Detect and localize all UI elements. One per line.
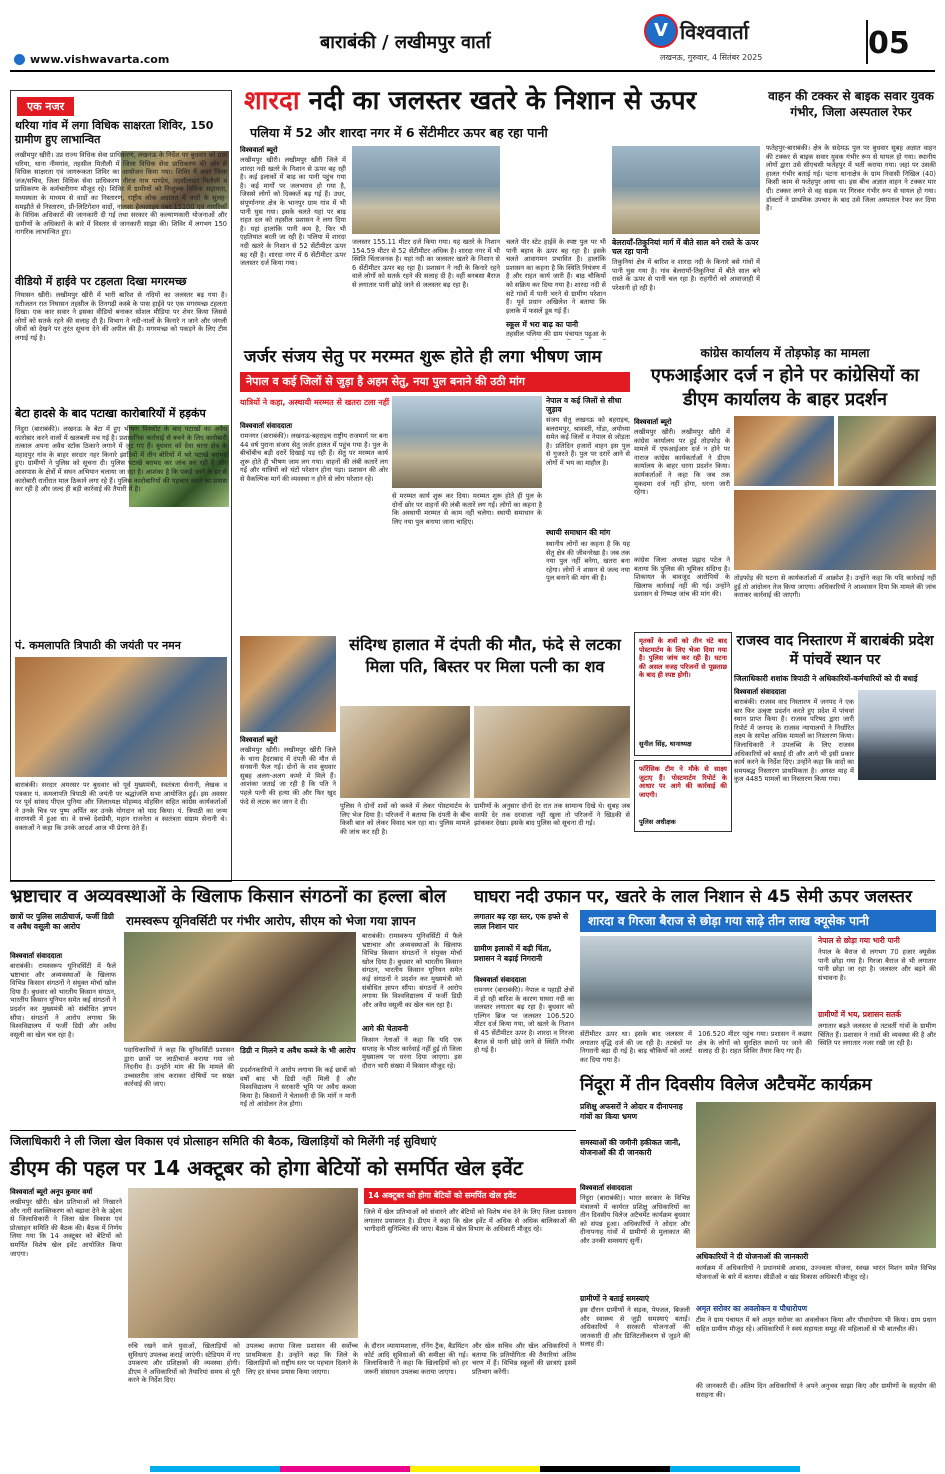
story-text: तहसील पलिया की ग्राम पंचायत पढ़ुआ के <box>506 330 606 338</box>
story-text: संजय सेतु लखनऊ को बहराइच, बलरामपुर, श्रावस्ती, गोंडा, अयोध्या समेत कई जिलों व नेपाल से जोड़ता है। प्रतिदिन हजारों वाहन इस पुल से गुजरते हैं। पुल पर दरारें आने से लोगों में भय का माहौल है। <box>546 416 630 467</box>
village-subhead: ग्रामीणों ने बताई समस्याएं <box>580 1294 650 1303</box>
story-text: बाराबंकी। राजस्व वाद निस्तारण में जनपद ने एक बार फिर उत्कृष्ट प्रदर्शन करते हुए प्रदेश में पांचवां स्थान प्राप्त किया है। राजस्व परिषद द्वारा जारी रिपोर्ट में जनपद के राजस्व न्यायालयों ने निर्धारित लक्ष्य के सापेक्ष अधिक मामलों का निस्तारण किया। जिलाधिकारी ने उपलब्धि के लिए राजस्व अधिकारियों को बधाई दी और आगे भी इसी प्रकार कार्य करने के निर्देश दिए। उन्होंने कहा कि वादों का समयबद्ध निस्तारण प्राथमिकता है। अगस्त माह में कुल 4485 मामलों का निस्तारण किया गया। <box>734 698 854 784</box>
byline: विश्ववार्ता संवाददाता <box>734 688 787 696</box>
quote-box <box>634 632 732 756</box>
story-headline: पं. कमलापति त्रिपाठी की जयंती पर नमन <box>15 639 181 652</box>
river-photo <box>352 146 500 234</box>
section-rule <box>10 880 935 881</box>
print-colour-bar <box>150 1466 800 1472</box>
sports-kicker: जिलाधिकारी ने ली जिला खेल विकास एवं प्रोत्साहन समिति की बैठक, खिलाड़ियों को मिलेंगी नई सुविधाएं <box>10 1135 437 1148</box>
sports-headline: डीएम की पहल पर 14 अक्टूबर को होगा बेटियों को समर्पित खेल इवेंट <box>10 1156 523 1180</box>
website-link[interactable]: www.vishwavarta.com <box>30 53 170 66</box>
lead-story <box>240 84 760 340</box>
story-text: रामनगर (बाराबंकी)। लखनऊ-बहराइच राष्ट्रीय राजमार्ग पर बना 44 वर्ष पुराना संजय सेतु जर्जर हालत में पहुंच गया है। पुल के बीचोंबीच बड़ी दरारें दिखाई पड़ रही हैं। सेतु पर मरम्मत कार्य शुरू होते ही भीषण जाम लग गया। वाहनों की लंबी कतारें लग गईं और यात्रियों को घंटों परेशान होना पड़ा। प्रशासन की ओर से वैकल्पिक मार्ग की व्यवस्था न होने से लोग परेशान रहे। <box>240 432 388 483</box>
story-text: लगातार बढ़ते जलस्तर से तटवर्ती गांवों के ग्रामीण चिंतित हैं। प्रशासन ने नावों की व्यवस्था की है और स्थिति पर लगातार नजर रखी जा रही है। <box>818 1022 936 1048</box>
byline: विश्ववार्ता संवाददाता <box>10 952 63 960</box>
quote-box <box>634 760 732 832</box>
story-text: तोड़फोड़ की घटना से कार्यकर्ताओं में आक्रोश है। उन्होंने कहा कि यदि कार्रवाई नहीं हुई तो आंदोलन तेज किया जाएगा। अधिकारियों ने आश्वासन दिया कि मामले की जांच कराकर कार्रवाई की जाएगी। <box>734 574 936 600</box>
story-text: के दौरान व्यायामशाला, रनिंग ट्रैक, बैडमिंटन कोर्ट आदि सुविधाओं की समीक्षा की गई। जिलाधिकारी ने कहा कि खिलाड़ियों को हर जरूरी संसाधन उपलब्ध कराया जाएगा। <box>364 1342 468 1376</box>
protest-photo-3 <box>734 490 936 570</box>
bridge-subhead: नेपाल व कई जिलों से जुड़ा है अहम सेतु, नया पुल बनाने की उठी मांग <box>240 372 630 392</box>
ghaghra-subhead: नेपाल से छोड़ा गया भारी पानी <box>818 936 900 945</box>
lead-headline-red: शारदा <box>244 86 300 116</box>
congress-kicker: कांग्रेस कार्यालय में तोड़फोड़ का मामला <box>700 346 870 360</box>
story-text: किसान नेताओं ने कहा कि यदि एक सप्ताह के भीतर कार्रवाई नहीं हुई तो जिला मुख्यालय पर धरना दिया जाएगा। इस दौरान भारी संख्या में किसान मौजूद रहे। <box>362 1036 462 1070</box>
bridge-headline: जर्जर संजय सेतु पर मरम्मत शुरू होते ही लगा भीषण जाम <box>244 347 602 367</box>
story-headline: बेटा हादसे के बाद पटाखा कारोबारियों में हड़कंप <box>15 407 206 420</box>
farmers-subhead-2: डिग्री न मिलने व अवैध कब्जे के भी आरोप <box>240 1046 356 1055</box>
protest-photo-1 <box>734 416 834 486</box>
ek-nazar-label: एक नजर <box>17 97 74 116</box>
farmers-photo <box>124 932 356 1042</box>
story-text: की जानकारी दी। अंतिम दिन अधिकारियों ने अपने अनुभव साझा किए और ग्रामीणों के सहयोग की सराहना की। <box>696 1382 936 1399</box>
story-text: रुचि रखने वाले युवाओं, खिलाड़ियों को सुविधाएं उपलब्ध कराई जाएंगी। स्टेडियम में नए उपकरण और प्रशिक्षकों की व्यवस्था होगी। डीएम ने अधिकारियों को तैयारियां समय से पूरी करने के निर्देश दिए। <box>128 1342 240 1385</box>
story-text: नेपाल के बैराज से लगभग 70 हजार क्यूसेक पानी छोड़ा गया है। गिरजा बैराज से भी लगातार पानी छोड़ा जा रहा है। जलस्तर और बढ़ने की संभावना है। <box>818 948 936 982</box>
house-photo <box>340 706 470 798</box>
jayanti-photo <box>15 657 227 777</box>
byline: विश्ववार्ता ब्यूरो <box>240 736 278 744</box>
village-headline: निंदूरा में तीन दिवसीय विलेज अटैचमेंट कार्यक्रम <box>580 1075 872 1095</box>
story-text: लखीमपुर खीरी। लखीमपुर खीरी जिले के थाना हैदराबाद में दंपती की मौत से सनसनी फैल गई। दोनों के शव बुधवार सुबह अलग-अलग कमरे में मिले हैं। आशंका जताई जा रही है कि पति ने पहले पत्नी की हत्या की और फिर खुद फंदे से लटक कर जान दे दी। <box>240 746 336 806</box>
bridge-subhead-2: स्थायी समाधान की मांग <box>546 528 611 537</box>
dm-portrait <box>858 690 936 780</box>
lead-headline-rest: नदी का जलस्तर खतरे के निशान से ऊपर <box>308 86 697 116</box>
story-text: स्थानीय लोगों का कहना है कि यह सेतु क्षेत्र की जीवनरेखा है। जब तक नया पुल नहीं बनेगा, खतरा बना रहेगा। लोगों ने शासन से जल्द नया पुल बनाने की मांग की है। <box>546 540 630 583</box>
story-headline: वीडियो में हाईवे पर टहलता दिखा मगरमच्छ <box>15 275 187 288</box>
story-text: चलते पीर स्टेट हाईवे के स्पष्ट पुल पर भी पानी बहाव के ऊपर बह रहा है। इसके चलते आवागमन प्रभावित है। हालांकि प्रशासन का कहना है कि स्थिति नियंत्रण में है और राहत कार्य जारी हैं। बाढ़ चौकियों को सक्रिय कर दिया गया है। शारदा नदी से सटे गांवों में पानी भरने से ग्रामीण परेशान हैं। पूर्व प्रधान अखिलेश ने बताया कि इलाके में फसलें डूब गई हैं। <box>506 238 606 315</box>
globe-icon <box>14 54 25 65</box>
story-text: से मरम्मत कार्य शुरू कर दिया। मरम्मत शुरू होते ही पुल के दोनों छोर पर वाहनों की लंबी कतारें लग गईं। लोगों का कहना है कि अस्थायी मरम्मत से काम नहीं चलेगा। स्थायी समाधान के लिए नया पुल बनाया जाना चाहिए। <box>392 492 542 526</box>
sports-story <box>10 1134 576 1464</box>
sports-bar: 14 अक्टूबर को होगा बेटियों को समर्पित खेल इवेंट <box>364 1188 576 1204</box>
story-text: कार्यक्रम में अधिकारियों ने प्रधानमंत्री आवास, उज्ज्वला योजना, स्वच्छ भारत मिशन समेत विभिन्न योजनाओं के बारे में बताया। सीडीओ व खंड विकास अधिकारी मौजूद रहे। <box>696 1264 936 1281</box>
story-text: निंदुरा (बाराबंकी)। लखनऊ के बेटा में हुए भीषण विस्फोट के बाद पटाखों का अवैध कारोबार करने वालों में खलबली मच गई है। प्रशासनिक कार्रवाई से बचने के लिए कारोबारी तत्काल अपना अवैध स्टॉक ठिकाने लगाने में जुट गए हैं। बुधवार को देवा थाना क्षेत्र के महादपुर गांव के बाहर सरदार नहर किनारे झाड़ियों में तीन बोरियों में भरे पटाखे बरामद हुए। ग्रामीणों ने पुलिस को सूचना दी। पुलिस पटाखे बरामद कर जांच कर रही है और आसपास के क्षेत्रों में सघन अभियान चलाया जा रहा है। आशंका है कि पकड़े जाने के डर से कारोबारी रातोंरात माल ठिकाने लगा रहे हैं। पुलिस कारोबारियों की पहचान करने का प्रयास कर रही है और जल्द ही बड़ी कार्रवाई की तैयारी में है। <box>15 425 227 494</box>
village-story <box>580 1072 936 1464</box>
quote-text: फॉरेंसिक टीम ने मौके से साक्ष्य जुटाए हैं। पोस्टमार्टम रिपोर्ट के आधार पर आगे की कार्रवाई की जाएगी। <box>639 765 727 799</box>
revenue-headline: राजस्व वाद निस्तारण में बाराबंकी प्रदेश में पांचवें स्थान पर <box>736 633 934 668</box>
ghaghra-bar: शारदा व गिरजा बैराज से छोड़ा गया साढ़े तीन लाख क्यूसेक पानी <box>580 910 936 932</box>
story-text: टीम ने ग्राम पंचायत में बने अमृत सरोवर का अवलोकन किया और पौधारोपण भी किया। ग्राम प्रधान सहित ग्रामीण मौजूद रहे। अधिकारियों ने स्वयं सहायता समूह की महिलाओं से भी बातचीत की। <box>696 1316 936 1333</box>
farmers-subhead-3: आगे की चेतावनी <box>362 1024 409 1033</box>
story-text: और खेल सचिव और खेल अधिकारियों ने बताया कि प्रतियोगिता की तैयारियां अंतिम चरण में हैं। विभिन्न स्कूलों की छात्राएं इसमें प्रतिभाग करेंगी। <box>472 1342 576 1376</box>
masthead <box>0 0 945 72</box>
quote-text: मृतकों के शवों को तीन घंटे बाद पोस्टमार्टम के लिए भेजा दिया गया है। पुलिस जांच कर रही है। घटना की असल वजह परिजनों से पूछताछ के बाद ही स्पष्ट होगी। <box>639 637 727 680</box>
story-text: पदाधिकारियों ने कहा कि यूनिवर्सिटी प्रशासन द्वारा छात्रों पर लाठीचार्ज कराया गया जो निंदनीय है। उन्होंने मांग की कि मामले की उच्चस्तरीय जांच कराकर दोषियों पर सख्त कार्रवाई की जाए। <box>124 1046 234 1089</box>
story-text: फतेहपुर-बाराबंकी। क्षेत्र के सदेमऊ पुल पर बुधवार सुबह अज्ञात वाहन की टक्कर से बाइक सवार युवक गंभीर रूप से घायल हो गया। स्थानीय लोगों द्वारा उसे सीएचसी फतेहपुर में भर्ती कराया गया। जहां पर उसकी हालत गंभीर बताई गई। पटना थानाक्षेत्र के ग्राम निवासी निखिल (40) किसी काम से फतेहपुर आया था। इस बीच अज्ञात वाहन ने टक्कर मार दी। टक्कर लगने से वह सड़क पर गिरकर गंभीर रूप से घायल हो गया। डॉक्टरों ने प्राथमिक उपचार के बाद उसे जिला अस्पताल रेफर कर दिया है। <box>766 144 936 213</box>
lead-subhead-2: स्कूल में भरा बाढ़ का पानी <box>506 320 579 329</box>
bridge-pullquote: यात्रियों ने कहा, अस्थायी मरम्मत से खतरा टला नहीं <box>240 398 390 407</box>
quote-author: सुनील सिंह, थानाध्यक्ष <box>639 740 692 748</box>
flood-photo <box>612 146 760 234</box>
story-text: बाराबंकी। सरदार अमरसर पर बुधवार को पूर्व मुख्यमंत्री, स्वतंत्रता सेनानी, लेखक व पत्रकार पं. कमलापति त्रिपाठी की जयंती पर श्रद्धांजलि सभा आयोजित हुई। इस अवसर पर पूर्व सांसद पीएल पुनिया और जिलाध्यक्ष मोहम्मद मोहसिन सहित कांग्रेस कार्यकर्ताओं ने उनके चित्र पर पुष्प अर्पित कर उनके योगदान को याद किया। पं. त्रिपाठी का जन्म वाराणसी में हुआ था। वे सच्चे देशप्रेमी, महान राजनेता व स्वतंत्रता संग्राम सेनानी थे। वक्ताओं ने कहा कि उनके आदर्श आज भी प्रेरणा देते हैं। <box>15 781 227 832</box>
bridge-box-title: नेपाल व कई जिलों से सीधा जुड़ाव <box>546 396 622 414</box>
ghaghra-photo <box>580 936 812 1026</box>
story-text: प्रदर्शनकारियों ने आरोप लगाया कि कई छात्रों को वर्षों बाद भी डिग्री नहीं मिली है और विश्वविद्यालय ने सरकारी भूमि पर अवैध कब्जा किया है। किसानों ने चेतावनी दी कि मांगें न मानी गईं तो आंदोलन तेज होगा। <box>240 1066 356 1109</box>
story-text: लखीमपुर खीरी। उप्र राज्य विधिक सेवा प्राधिकरण, लखनऊ के निर्देश पर बुधवार को ग्राम थरिया, थाना नीमगांव, तहसील मितौली में जिला विधिक सेवा प्राधिकरण की ओर से विधिक साक्षरता एवं जागरूकता शिविर का आयोजन किया गया। शिविर में अपर जिला जज/सचिव, जिला विधिक सेवा प्राधिकरण नीरज नाथ पाण्डेय, तहसीलदार मितौली व प्राधिकरण के कर्मचारीगण मौजूद रहे। शिविर में ग्रामीणों को निःशुल्क विधिक सहायता, मध्यस्थता के माध्यम से वादों का निस्तारण, राष्ट्रीय लोक अदालत में वादों के सुलह-समझौते से निस्तारण, प्री-लिटिगेशन वादों, नालसा हेल्पलाइन नंबर 15100 एवं नागरिकों के विधिक अधिकारों की जानकारी दी गई तथा सरकार की कल्याणकारी योजनाओं और ग्रामीणों के अधिकारों के बारे में विस्तार से जानकारी साझा की। शिविर में लगभग 150 नागरिक लाभान्वित हुए। <box>15 151 227 237</box>
story-text: लखीमपुर खीरी। लखीमपुर खीरी में कांग्रेस कार्यालय पर हुई तोड़फोड़ के मामले में एफआईआर दर्ज न होने पर नाराज कांग्रेस कार्यकर्ताओं ने डीएम कार्यालय के बाहर धरना प्रदर्शन किया। कार्यकर्ताओं ने कहा कि जब तक मुकदमा दर्ज नहीं होगा, धरना जारी रहेगा। <box>634 428 730 497</box>
story-text: निघासन खीरी। लखीमपुर खीरी में भारी बारिश से नदियों का जलस्तर बढ़ गया है। नतीजतन रात निघासन तहसील के तिनगढ़ी कस्बे के पास हाईवे पर एक मगरमच्छ टहलता दिखा। एक कार सवार ने इसका वीडियो बनाकर सोशल मीडिया पर शेयर किया जिससे लोगों को सतर्क रहने की सलाह दी है। विभाग ने नदी-नालों के किनारे न जाने और जंगली जीवों को देखने पर तुरंत सूचना देने की अपील की है। मगरमच्छ को पकड़ने के लिए टीम लगाई गई है। <box>15 291 227 342</box>
accident-headline: वाहन की टक्कर से बाइक सवार युवक गंभीर, जिला अस्पताल रेफर <box>768 89 934 119</box>
ghaghra-headline: घाघरा नदी उफान पर, खतरे के लाल निशान से 45 सेमी ऊपर जलस्तर <box>474 887 912 907</box>
byline: विश्ववार्ता संवाददाता <box>580 1184 633 1192</box>
couple-headline: संदिग्ध हालात में दंपती की मौत, फंदे से लटका मिला पति, बिस्तर पर मिला पत्नी का शव <box>349 635 621 676</box>
story-text: उपलब्ध कराया जिला प्रशासन की सर्वोच्च प्राथमिकता है। उन्होंने कहा कि जिले के खिलाड़ियों को राष्ट्रीय स्तर पर पहचान दिलाने के लिए हर संभव प्रयास किया जाएगा। <box>246 1342 358 1376</box>
village-bullet: समस्याओं की जमीनी हकीकत जानी, योजनाओं की दी जानकारी <box>580 1138 681 1157</box>
ghaghra-bullet: लगातार बढ़ रहा स्तर, एक हफ्ते से लाल निशान पार <box>474 912 569 931</box>
protest-photo-2 <box>838 416 936 486</box>
story-headline: थरिया गांव में लगा विधिक साक्षरता शिविर, 150 ग्रामीण हुए लाभान्वित <box>15 119 214 146</box>
story-text: 106.520 मीटर पहुंच गया। प्रशासन ने कछार क्षेत्र के लोगों को सुरक्षित स्थानों पर जाने की सलाह दी है। राहत शिविर तैयार किए गए हैं। <box>698 1030 812 1056</box>
village-caption-title: अधिकारियों ने दी योजनाओं की जानकारी <box>696 1252 809 1261</box>
story-text: निंदुरा (बाराबंकी)। भारत सरकार के विभिन्न मंत्रालयों में कार्यरत प्रशिक्षु अधिकारियों का तीन दिवसीय विलेज अटैचमेंट कार्यक्रम बुधवार को संपन्न हुआ। अधिकारियों ने ओदार और दीनापनाह गांवों में ग्रामीणों से मुलाकात की और उनकी समस्याएं सुनीं। <box>580 1194 690 1245</box>
page-number-divider <box>866 20 868 64</box>
lead-subhead: पलिया में 52 और शारदा नगर में 6 सेंटीमीटर ऊपर बह रहा पानी <box>250 125 548 140</box>
quote-author: पुलिस अधीक्षक <box>639 818 676 826</box>
meeting-photo <box>128 1188 358 1338</box>
section-rule <box>10 1130 576 1131</box>
congress-story <box>634 344 936 630</box>
byline: विश्ववार्ता ब्यूरो अनूप कुमार वर्मा <box>10 1188 93 1196</box>
revenue-story <box>734 632 936 884</box>
byline: विश्ववार्ता संवाददाता <box>240 422 293 430</box>
story-text: लखीमपुर खीरी। खेल प्रतिभाओं को निखारने और नारी सशक्तिकरण को बढ़ावा देने के उद्देश्य से जिलाधिकारी ने जिला खेल विकास एवं प्रोत्साहन समिति की बैठक की। बैठक में निर्णय लिया गया कि 14 अक्टूबर को बेटियों को समर्पित विशेष खेल इवेंट आयोजित किया जाएगा। <box>10 1198 122 1258</box>
bridge-photo <box>392 396 542 488</box>
bridge-story <box>240 344 630 630</box>
story-text: बाराबंकी। रामस्वरूप यूनिवर्सिटी में फैले भ्रष्टाचार और अव्यवस्थाओं के खिलाफ विभिन्न किसान संगठनों ने संयुक्त मोर्चा खोल दिया है। बुधवार को भारतीय किसान संगठन, भारतीय किसान यूनियन समेत कई संगठनों ने प्रदर्शन कर मुख्यमंत्री को संबोधित ज्ञापन सौंपा। संगठनों ने आरोप लगाया कि विश्वविद्यालय में फर्जी डिग्री और अवैध वसूली का खेल चल रहा है। <box>362 932 462 1009</box>
lead-headline <box>244 84 760 118</box>
police-photo <box>474 706 630 798</box>
brand-name: विश्ववार्ता <box>680 20 749 44</box>
farmers-subhead: रामस्वरूप यूनिवर्सिटी पर गंभीर आरोप, सीएम को भेजा गया ज्ञापन <box>126 914 416 928</box>
village-bullet: प्रशिक्षु अफसरों ने ओदार व दीनापनाह गांवों का किया भ्रमण <box>580 1102 683 1121</box>
brand-logo-icon: V <box>644 14 678 48</box>
story-text: जिले में खेल प्रतिभाओं को संवारने और बेटियों को विशेष मंच देने के लिए जिला प्रशासन लगातार प्रयासरत है। डीएम ने कहा कि खेल इवेंट में अधिक से अधिक बालिकाओं की भागीदारी सुनिश्चित की जाए। बैठक में खेल विभाग के अधिकारी मौजूद रहे। <box>364 1208 576 1234</box>
story-text: बाराबंकी। रामस्वरूप यूनिवर्सिटी में फैले भ्रष्टाचार और अव्यवस्थाओं के खिलाफ विभिन्न किसान संगठनों ने संयुक्त मोर्चा खोल दिया है। बुधवार को भारतीय किसान संगठन, भारतीय किसान यूनियन समेत कई संगठनों ने प्रदर्शन कर मुख्यमंत्री को संबोधित ज्ञापन सौंपा। संगठनों ने आरोप लगाया कि विश्वविद्यालय में फर्जी डिग्री और अवैध वसूली का खेल चल रहा है। <box>10 962 116 1039</box>
story-text: पुलिस ने दोनों शवों को कब्जे में लेकर पोस्टमार्टम के लिए भेज दिया है। परिजनों ने बताया कि दंपती के बीच किसी बात को लेकर विवाद चल रहा था। पुलिस मामले की जांच कर रही है। <box>340 802 470 836</box>
farmers-headline: भ्रष्टाचार व अव्यवस्थाओं के खिलाफ किसान संगठनों का हल्ला बोल <box>10 886 447 907</box>
byline: विश्ववार्ता संवाददाता <box>474 976 527 984</box>
congress-headline: एफआईआर दर्ज न होने पर कांग्रेसियों का डीएम कार्यालय के बाहर प्रदर्शन <box>650 365 920 410</box>
story-text: इस दौरान ग्रामीणों ने सड़क, पेयजल, बिजली और स्वास्थ्य से जुड़ी समस्याएं बताईं। अधिकारियों ने सरकारी योजनाओं की जानकारी दी और डिजिटलीकरण से जुड़ने की सलाह दी। <box>580 1306 690 1349</box>
ghaghra-bullet: ग्रामीण इलाकों में बढ़ी चिंता, प्रशासन ने बढ़ाई निगरानी <box>474 944 552 963</box>
revenue-subhead: जिलाधिकारी शशांक त्रिपाठी ने अधिकारियों-कर्मचारियों को दी बधाई <box>734 674 918 683</box>
masthead-rule <box>10 70 935 72</box>
story-text: कांग्रेस जिला अध्यक्ष प्रह्लाद पटेल ने बताया कि पुलिस की भूमिका संदिग्ध है। शिकायत के बावजूद आरोपियों के खिलाफ कार्रवाई नहीं की गई। उन्होंने प्रशासन से निष्पक्ष जांच की मांग की। <box>634 556 730 599</box>
farmers-bullet: छात्रों पर पुलिस लाठीचार्ज, फर्जी डिग्री व अवैध वसूली का आरोप <box>10 912 114 931</box>
story-text: ग्रामीणों के अनुसार दोनों देर रात तक सामान्य दिखे थे। सुबह जब काफी देर तक दरवाजा नहीं खुला तो परिजनों ने खिड़की से झांककर देखा। इसके बाद पुलिस को सूचना दी गई। <box>474 802 630 828</box>
ek-nazar-column <box>10 90 232 882</box>
story-text: तिकुनियां क्षेत्र में बारिश व शारदा नदी के किनारे बसे गांवों में पानी घुस गया है। गांव बेलरायाँ-तिकुनियां में बीते साल बने रास्ते के ऊपर से पानी चल रहा है। राहगीरों को आवाजाही में परेशानी हो रही है। <box>612 258 760 292</box>
ghaghra-subhead-2: ग्रामीणों में भय, प्रशासन सतर्क <box>818 1010 902 1019</box>
story-text: रामनगर (बाराबंकी)। नेपाल व पहाड़ी क्षेत्रों में हो रही बारिश के कारण घाघरा नदी का जलस्तर लगातार बढ़ रहा है। बुधवार को एल्गिन ब्रिज पर जलस्तर 106.520 मीटर दर्ज किया गया, जो खतरे के निशान से 45 सेंटीमीटर ऊपर है। शारदा व गिरजा बैराज से पानी छोड़े जाने से स्थिति गंभीर हो गई है। <box>474 986 574 1055</box>
village-photo <box>696 1102 936 1248</box>
byline: विश्ववार्ता ब्यूरो <box>240 146 278 154</box>
village-subhead-2: अमृत सरोवर का अवलोकन व पौधारोपण <box>696 1304 808 1313</box>
byline: विश्ववार्ता ब्यूरो <box>634 418 672 426</box>
story-text: सेंटीमीटर ऊपर था। इसके बाद जलस्तर में लगातार वृद्धि दर्ज की जा रही है। तटबंधों पर निगरानी बढ़ा दी गई है। बाढ़ चौकियों को अलर्ट कर दिया गया है। <box>580 1030 692 1064</box>
dateline: लखनऊ, गुरुवार, 4 सितंबर 2025 <box>660 53 763 62</box>
congress-leader-photo <box>240 636 336 732</box>
page-number: 05 <box>868 26 910 61</box>
story-text: जलस्तर 155.11 मीटर दर्ज किया गया। यह खतरे के निशान 154.59 मीटर से 52 सेंटीमीटर अधिक है। शारदा नगर में भी स्थिति चिंताजनक है। यहां नदी का जलस्तर खतरे के निशान से 6 सेंटीमीटर ऊपर बह रहा है। प्रशासन ने नदी के किनारे रहने वाले लोगों को सतर्क रहने की सलाह दी है। वहीं बनबसा बैराज से लगातार पानी छोड़े जाने से जलस्तर बढ़ रहा है। <box>352 238 500 289</box>
couple-story <box>240 632 630 884</box>
story-text: लखीमपुर खीरी। लखीमपुर खीरी जिले में शारदा नदी खतरे के निशान से ऊपर बह रही है। कई इलाकों में बाढ़ का पानी पहुंच गया है। कई मार्गों पर जलभराव हो गया है, जिससे लोगों को दिक्कतें बढ़ गई हैं। उधर, संपूर्णानगर क्षेत्र के भानपुर ग्राम गांव में भी पानी घुस गया। इसके चलते यहां पर बाढ़ राहत दल को तहसील प्रशासन ने लगा दिया है। यहां हालांकि पानी कम है, फिर भी एहतियात बरती जा रही है। पलिया में शारदा नदी खतरे के निशान से 52 सेंटीमीटर ऊपर बह रही है। शारदा नगर में 6 सेंटीमीटर ऊपर जलस्तर दर्ज किया गया। <box>240 156 346 268</box>
lead-subhead-3: बेलरायाँ-तिकुनियां मार्ग में बीते साल बने रास्ते के ऊपर चल रहा पानी <box>612 238 759 256</box>
section-title: बाराबंकी / लखीमपुर वार्ता <box>320 32 491 53</box>
accident-story <box>766 88 936 340</box>
